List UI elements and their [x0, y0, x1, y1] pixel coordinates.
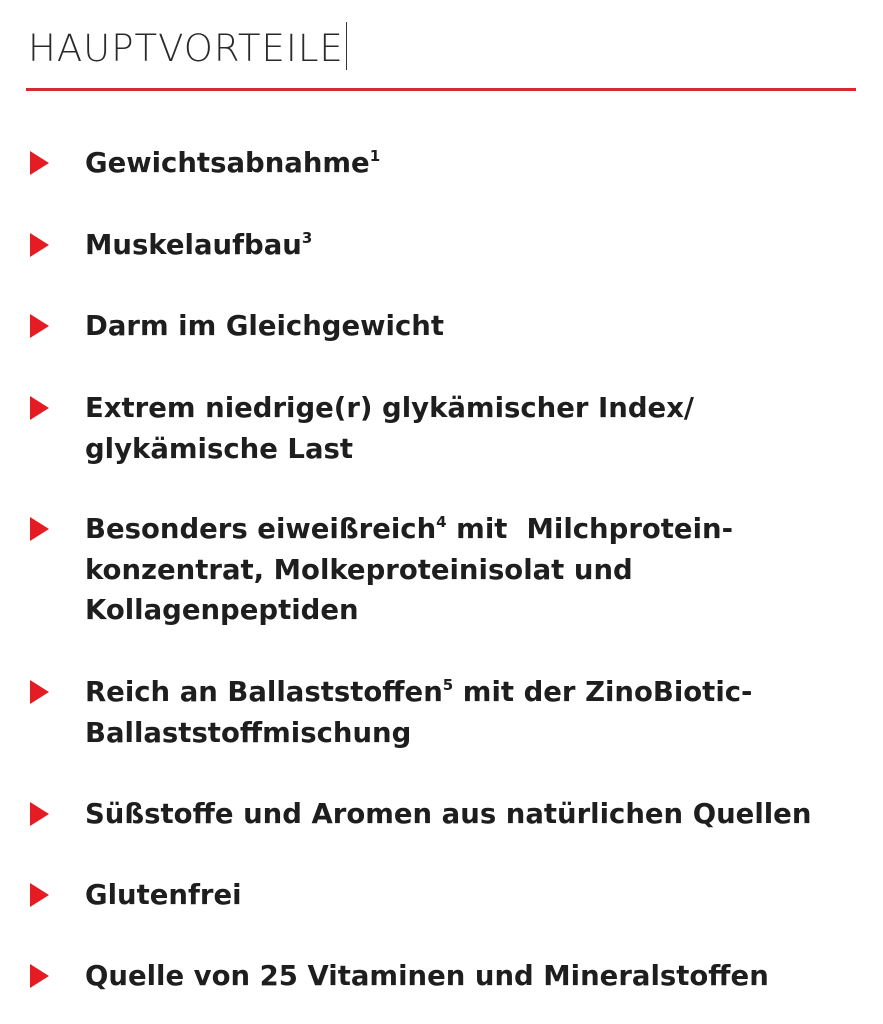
footnote-marker: 5: [442, 676, 454, 694]
list-item-line: Süßstoffe und Aromen aus natürlichen Quellen: [85, 798, 812, 830]
list-item-line: Kollagenpeptiden: [85, 594, 359, 626]
list-item-text: [85, 143, 865, 184]
list-item-line: mit Milchprotein-: [446, 513, 733, 545]
list-item-line: Ballaststoffmischung: [85, 716, 412, 749]
footnote-marker: 4: [436, 513, 447, 531]
list-item-text: [85, 956, 865, 997]
triangle-right-icon: [30, 151, 49, 175]
list-item-line: glykämische Last: [85, 432, 354, 465]
list-item-line: Glutenfrei: [85, 879, 242, 911]
list-item-text: [85, 794, 865, 835]
triangle-right-icon: [30, 964, 49, 988]
triangle-right-icon: [30, 517, 49, 541]
list-item-text: [85, 875, 865, 916]
text-cursor: [346, 22, 348, 70]
list-item-line: Reich an Ballaststoffen: [85, 676, 443, 708]
list-item-line: Quelle von 25 Vitaminen und Mineralstoffen: [85, 960, 769, 992]
list-item-line: Gewichtsabnahme: [85, 147, 370, 179]
page-title-text: HAUPTVORTEILE: [28, 27, 344, 70]
title-divider: [26, 88, 856, 91]
triangle-right-icon: [30, 396, 49, 420]
triangle-right-icon: [30, 802, 49, 826]
triangle-right-icon: [30, 680, 49, 704]
list-item-line: Muskelaufbau: [85, 229, 302, 261]
list-item-line: mit der ZinoBiotic-: [453, 676, 753, 708]
triangle-right-icon: [30, 314, 49, 338]
list-item-text: [85, 509, 865, 631]
footnote-marker: 1: [369, 147, 381, 165]
list-item-text: [85, 306, 865, 347]
list-item-line: konzentrat, Molkeproteinisolat und: [85, 553, 633, 586]
triangle-right-icon: [30, 233, 49, 257]
triangle-right-icon: [30, 883, 49, 907]
list-item-text: [85, 672, 865, 753]
list-item-line: Besonders eiweißreich: [85, 513, 437, 545]
page-title: [28, 22, 347, 75]
list-item-line: Darm im Gleichgewicht: [85, 310, 444, 342]
list-item-text: [85, 225, 865, 266]
list-item-text: [85, 388, 865, 469]
list-item-line: Extrem niedrige(r) glykämischer Index/: [85, 392, 694, 424]
footnote-marker: 3: [301, 229, 313, 247]
